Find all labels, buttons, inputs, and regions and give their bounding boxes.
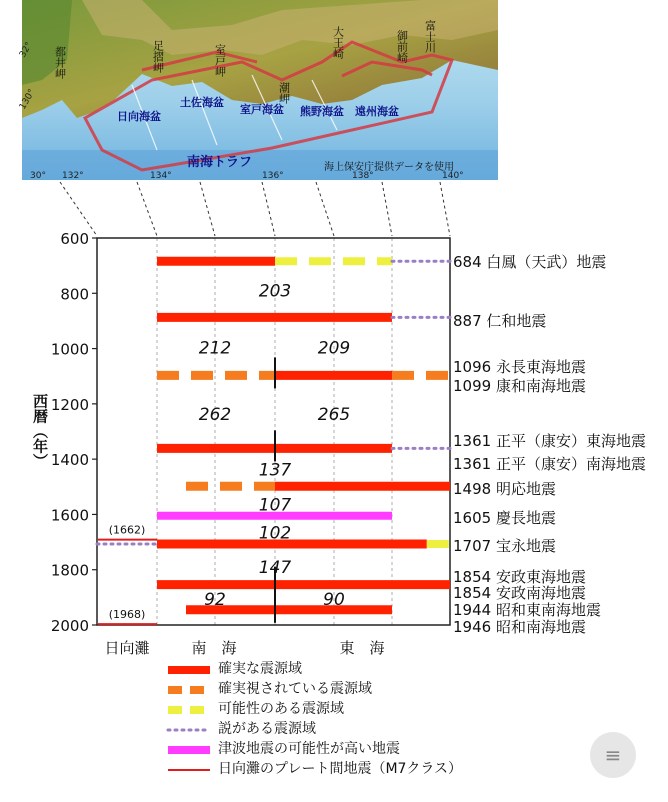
legend-item-plate [160, 760, 600, 780]
event-label: 1096 永長東海地震 [453, 358, 586, 376]
y-tick-label: 800 [60, 285, 89, 304]
map-projection-lines [60, 182, 450, 236]
event-label: 1854 安政南海地震 [453, 584, 586, 602]
recurrence-interval: 137 [258, 460, 292, 481]
basin-label-muroto: 室戸海盆 [240, 103, 284, 116]
event-label: 1707 宝永地震 [453, 537, 556, 555]
place-label-fujikawa: 富士川 [423, 20, 437, 53]
recurrence-interval: 90 [323, 589, 345, 610]
recurrence-interval: 147 [258, 557, 292, 578]
lat-tick-32: 32° [17, 40, 35, 60]
projection-line [262, 182, 275, 236]
event-label: 1498 明応地震 [453, 480, 556, 498]
projection-line [316, 182, 334, 236]
y-tick-label: 1400 [50, 451, 89, 470]
region-label: 日向灘 [104, 639, 150, 657]
region-labels [104, 639, 384, 657]
basin-label-kumano: 熊野海盆 [300, 105, 344, 118]
data-credit: 海上保安庁提供データを使用 [324, 162, 454, 173]
event-label: 1944 昭和東南海地震 [453, 601, 601, 619]
lon-tick-140: 140° [442, 171, 464, 181]
recurrence-interval: 107 [258, 495, 292, 516]
hyuganada-event-year: (1662) [108, 523, 146, 537]
event-label: 1361 正平（康安）南海地震 [453, 455, 646, 473]
recurrence-interval: 203 [258, 281, 292, 302]
hyuganada-event-year: (1968) [108, 608, 146, 622]
event-label: 1099 康和南海地震 [453, 377, 586, 395]
recurrence-interval: 102 [258, 523, 292, 544]
legend-swatch [164, 660, 212, 680]
legend-item-tsunami [160, 740, 600, 760]
place-label-omaezaki: 御前崎 [395, 30, 409, 63]
lon-tick-132: 132° [62, 171, 84, 181]
event-label: 887 仁和地震 [453, 312, 547, 330]
legend-item-theory [160, 720, 600, 740]
y-tick-label: 2000 [50, 617, 89, 635]
y-tick-label: 1600 [50, 506, 89, 525]
event-label: 1605 慶長地震 [453, 509, 556, 527]
place-label-toimisaki: 都井岬 [53, 46, 67, 79]
event-label: 684 白鳳（天武）地震 [453, 253, 607, 271]
y-tick-label: 1200 [50, 395, 89, 414]
legend-label: 可能性のある震源域 [218, 701, 344, 717]
hyuganada-events [98, 524, 157, 625]
lon-tick-138: 138° [352, 171, 374, 181]
legend-swatch [164, 720, 212, 740]
region-label: 南 海 [191, 639, 237, 657]
document-icon: ≡ [604, 743, 622, 767]
legend-swatch [164, 680, 212, 700]
y-axis-title: 西暦（年） [31, 393, 49, 469]
legend-item-certain [160, 660, 600, 680]
projection-line [137, 182, 157, 236]
y-tick-label: 1800 [50, 561, 89, 580]
place-label-ashizuri: 足摺岬 [151, 40, 165, 73]
region-label: 東 海 [339, 639, 385, 657]
event-label: 1361 正平（康安）東海地震 [453, 432, 646, 450]
trough-label: 南海トラフ [187, 155, 253, 170]
place-label-daiozaki: 大王崎 [331, 26, 345, 59]
event-labels [453, 253, 646, 636]
legend-swatch [164, 760, 212, 780]
projection-line [200, 182, 215, 236]
lon-tick-134: 134° [150, 171, 172, 181]
lon-tick-130: 130° [17, 87, 38, 112]
projection-line [382, 182, 392, 236]
legend-swatch [164, 740, 212, 760]
basin-label-tosa: 土佐海盆 [180, 96, 224, 109]
legend-swatch [164, 700, 212, 720]
place-label-shionomisaki: 潮岬 [277, 82, 291, 104]
legend-label: 説がある震源域 [218, 721, 316, 737]
y-tick-label: 1000 [50, 340, 89, 359]
place-label-muroto: 室戸岬 [213, 44, 227, 77]
basin-label-enshu: 遠州海盆 [355, 105, 399, 118]
reader-mode-icon[interactable] [590, 732, 636, 778]
recurrence-interval: 262 [198, 404, 232, 425]
legend-label: 確実な震源域 [218, 661, 302, 677]
recurrence-interval: 92 [204, 589, 226, 610]
event-label: 1854 安政東海地震 [453, 568, 586, 586]
y-axis [51, 230, 97, 635]
legend-label: 日向灘のプレート間地震（M7クラス） [218, 761, 463, 777]
basin-label-hyuga: 日向海盆 [117, 110, 161, 123]
recurrence-interval: 212 [198, 338, 232, 359]
legend-label: 津波地震の可能性が高い地震 [218, 741, 400, 757]
legend-item-possible [160, 700, 600, 720]
y-tick-label: 600 [60, 230, 89, 248]
lat-tick-30: 30° [30, 171, 46, 181]
lon-tick-136: 136° [262, 171, 284, 181]
event-label: 1946 昭和南海地震 [453, 618, 586, 636]
projection-line [440, 182, 450, 236]
legend-item-probable [160, 680, 600, 700]
projection-line [60, 182, 97, 236]
recurrence-interval: 209 [317, 338, 351, 359]
legend-label: 確実視されている震源域 [218, 681, 372, 697]
legend [160, 660, 600, 780]
recurrence-interval: 265 [317, 404, 351, 425]
